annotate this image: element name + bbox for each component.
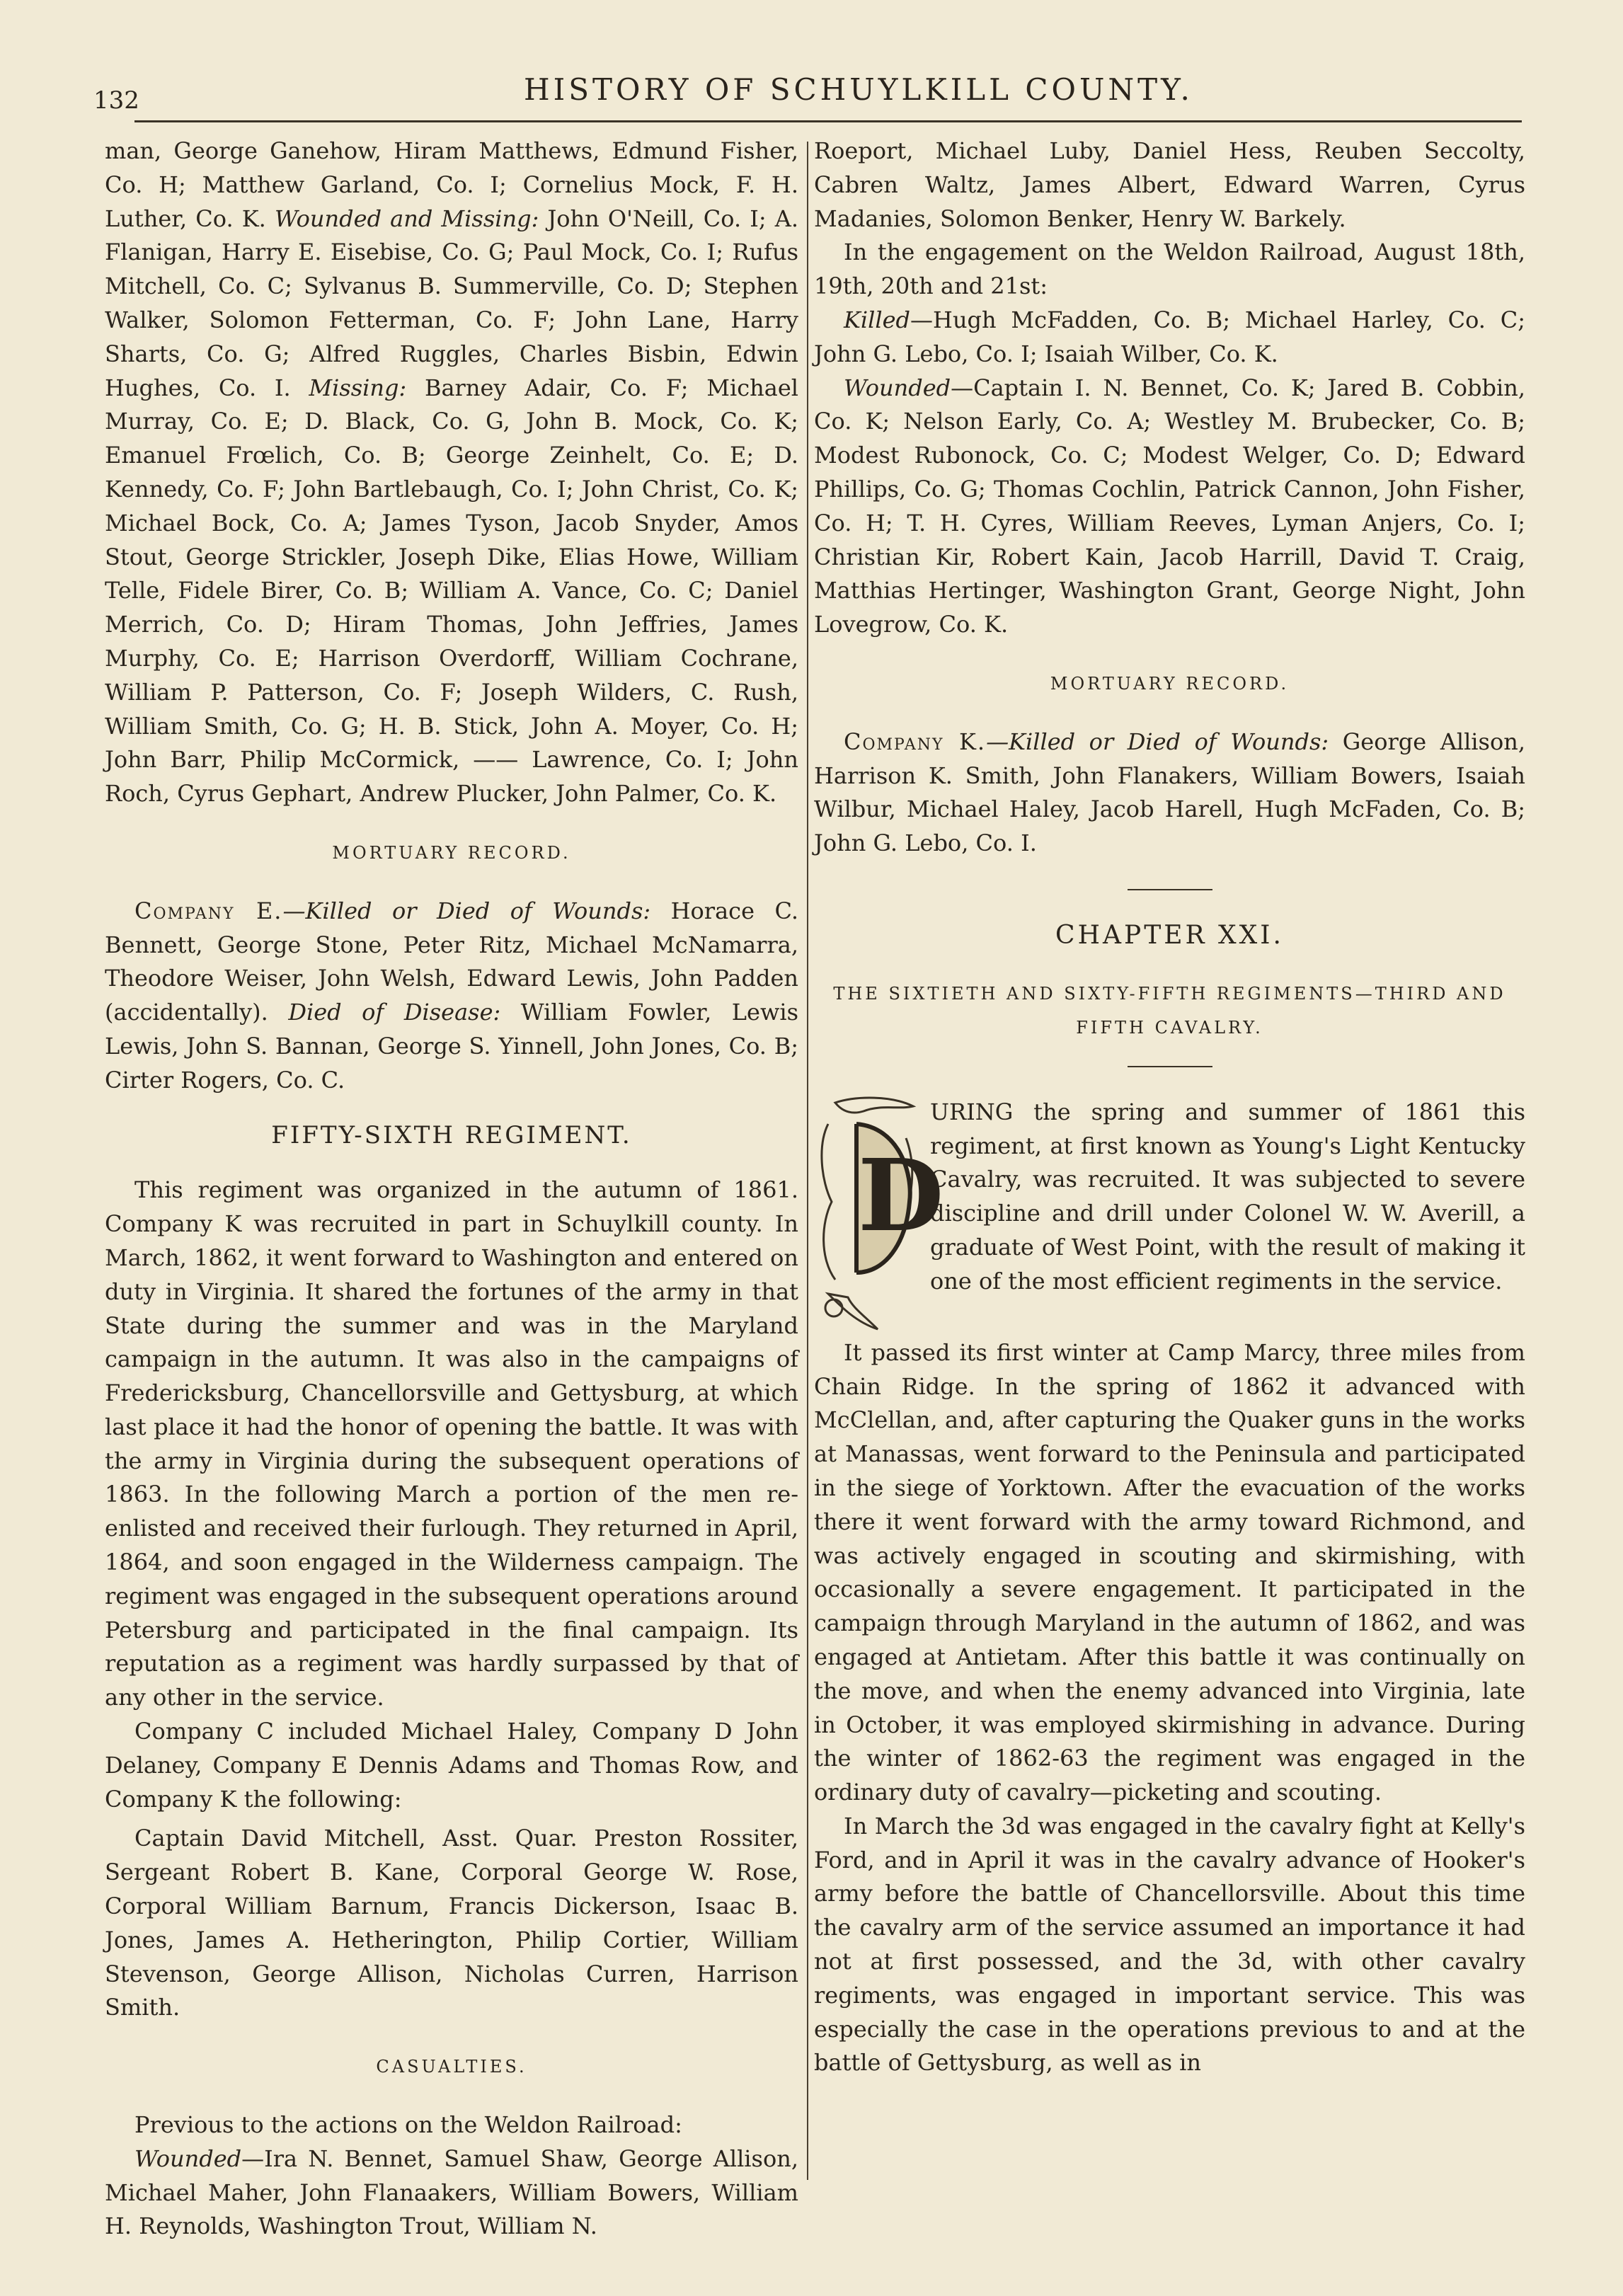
casualty-list-continued: man, George Ganehow, Hiram Matthews, Edmund Fisher, Co. H; Matthew Garland, Co. I; Cornelius Mock, F. H. Luther, Co. K. Wounded and Missing: John O'Neill, Co. I; A. Flanigan, Harry E. Eisebise, Co. G; Paul Mock, Co. I; Rufus Mitchell, Co. C; Sylvanus B. Summerville, Co. D; Stephen Walker, Solomon Fetterman, Co. F; John Lane, Harry Sharts, Co. G; Alfred Ruggles, Charles Bisbin, Edwin Hughes, Co. I. Missing: Barney Adair, Co. F; Michael Murray, Co. E; D. Black, Co. G, John B. Mock, Co. K; Emanuel Frœlich, Co. B; George Zeinhelt, Co. E; D. Kennedy, Co. F; John Bartlebaugh, Co. I; John Christ, Co. K; Michael Bock, Co. A; James Tyson, Jacob Snyder, Amos Stout, George Strickler, Joseph Dike, Elias Howe, William Telle, Fidele Birer, Co. B; William A. Vance, Co. C; Daniel Merrich, Co. D; Hiram Thomas, John Jeffries, James Murphy, Co. E; Harrison Overdorff, William Cochrane, William P. Patterson, Co. F; Joseph Wilders, C. Rush, William Smith, Co. G; H. B. Stick, John A. Moyer, Co. H; John Barr, Philip McCormick, —— Lawrence, Co. I; John Roch, Cyrus Gephart, Andrew Plucker, John Palmer, Co. K.	[105, 137, 799, 808]
drop-cap-ornament-icon	[814, 1096, 944, 1336]
wounded-list: Wounded—Ira N. Bennet, Samuel Shaw, George Allison, Michael Maher, John Flanaakers, William Bowers, William H. Reynolds, Washington Trout, William N.	[105, 2145, 798, 2240]
mortuary-record-heading: MORTUARY RECORD.	[332, 842, 571, 863]
chapter-opening	[814, 1096, 1525, 1299]
weldon-engagement-intro: In the engagement on the Weldon Railroad, August 18th, 19th, 20th and 21st:	[814, 239, 1525, 300]
wounded-missing-label: Wounded and Missing:	[274, 205, 539, 232]
chapter-subtitle: THE SIXTIETH AND SIXTY-FIFTH REGIMENTS—THIRD AND FIFTH CAVALRY.	[833, 983, 1506, 1038]
regiment-heading: FIFTY-SIXTH REGIMENT.	[271, 1120, 632, 1149]
casualties-heading: CASUALTIES.	[376, 2057, 527, 2077]
drop-cap-letter: D	[858, 1137, 944, 1254]
regiment-paragraph-2: Company C included Michael Haley, Company D John Delaney, Company E Dennis Adams and Thomas Row, and Company K the following:	[105, 1718, 798, 1813]
chapter-paragraph-2: It passed its first winter at Camp Marcy, three miles from Chain Ridge. In the spring of 1862 it advanced with McClellan, and, after capturing the Quaker guns in the works at Manassas, went forward to the Peninsula and participated in the siege of Yorktown. After the evacuation of the works there it went forward with the army toward Richmond, and was actively engaged in scouting and skirmishing, with occasionally a severe engagement. It participated in the campaign through Maryland in the autumn of 1862, and was engaged at Antietam. After this battle it was continually on the move, and when the enemy advanced into Virginia, late in October, it was employed skirmishing in advance. During the winter of 1862-63 the regiment was engaged in the ordinary duty of cavalry—picketing and scouting.	[814, 1338, 1525, 1806]
page-header	[85, 42, 1522, 120]
casualties-intro: Previous to the actions on the Weldon Railroad:	[134, 2111, 682, 2139]
ornamental-drop-cap	[814, 1096, 944, 1336]
running-head: HISTORY OF SCHUYLKILL COUNTY.	[524, 72, 1193, 107]
wounded-list-continued: Roeport, Michael Luby, Daniel Hess, Reuben Seccolty, Cabren Waltz, James Albert, Edward Warren, Cyrus Madanies, Solomon Benker, Henry W. Barkely.	[814, 137, 1525, 232]
company-k-roster: Captain David Mitchell, Asst. Quar. Preston Rossiter, Sergeant Robert B. Kane, Corporal George W. Rose, Corporal William Barnum, Francis Dickerson, Isaac B. Jones, James A. Hetherington, Philip Cortier, William Stevenson, George Allison, Nicholas Curren, Harrison Smith.	[105, 1825, 798, 2021]
left-column	[105, 134, 798, 2244]
mortuary-record-company-e: Company E.—Killed or Died of Wounds: Horace C. Bennett, George Stone, Peter Ritz, Michael McNamarra, Theodore Weiser, John Welsh, Edward Lewis, John Padden (accidentally). Died of Disease: William Fowler, Lewis Lewis, John S. Bannan, George S. Yinnell, John Jones, Co. B; Cirter Rogers, Co. C.	[105, 897, 799, 1094]
chapter-rule	[1128, 1066, 1212, 1067]
column-divider	[807, 142, 808, 2180]
chapter-paragraph-3: In March the 3d was engaged in the cavalry fight at Kelly's Ford, and in April it was in the cavalry advance of Hooker's army before the battle of Chancellorsville. About this time the cavalry arm of the service assumed an importance it had not at first possessed, and the 3d, with other cavalry regiments, was engaged in important service. This was especially the case in the operations previous to and at the battle of Gettysburg, as well as in	[814, 1812, 1525, 2077]
right-column	[814, 134, 1525, 2080]
section-rule	[1128, 889, 1212, 890]
header-rule	[134, 120, 1522, 122]
regiment-paragraph-1: This regiment was organized in the autumn of 1861. Company K was recruited in part in Schuylkill county. In March, 1862, it went forward to Washington and entered on duty in Virginia. It shared the fortunes of the army in that State during the summer and was in the Maryland campaign in the autumn. It was also in the campaigns of Fredericksburg, Chancellorsville and Gettysburg, at which last place it had the honor of opening the battle. It was with the army in Virginia during the subsequent operations of 1863. In the following March a portion of the men re-enlisted and received their furlough. They returned in April, 1864, and soon engaged in the Wilderness campaign. The regiment was engaged in the subsequent operations around Petersburg and participated in the final campaign. Its reputation as a regiment was hardly surpassed by that of any other in the service.	[105, 1176, 798, 1711]
mortuary-record-company-k: Company K.—Killed or Died of Wounds: George Allison, Harrison K. Smith, John Flanakers, William Bowers, Isaiah Wilbur, Michael Haley, Jacob Harell, Hugh McFaden, Co. B; John G. Lebo, Co. I.	[814, 728, 1526, 857]
chapter-paragraph-1: URING the spring and summer of 1861 this regiment, at first known as Young's Light Kentucky Cavalry, was recruited. It was subjected to severe discipline and drill under Colonel W. W. Averill, a graduate of West Point, with the result of making it one of the most efficient regiments in the service.	[930, 1098, 1525, 1295]
mortuary-record-heading-2: MORTUARY RECORD.	[1050, 673, 1290, 694]
missing-label: Missing:	[309, 374, 407, 401]
wounded-list-weldon: Wounded—Captain I. N. Bennet, Co. K; Jared B. Cobbin, Co. K; Nelson Early, Co. A; Westley M. Brubecker, Co. B; Modest Rubonock, Co. C; Modest Welger, Co. D; Edward Phillips, Co. G; Thomas Cochlin, Patrick Cannon, John Fisher, Co. H; T. H. Cyres, William Reeves, Lyman Anjers, Co. I; Christian Kir, Robert Kain, Jacob Harrill, David T. Craig, Matthias Hertinger, Washington Grant, George Night, John Lovegrow, Co. K.	[814, 374, 1525, 638]
killed-list: Killed—Hugh McFadden, Co. B; Michael Harley, Co. C; John G. Lebo, Co. I; Isaiah Wilber, Co. K.	[814, 306, 1525, 367]
page-number: 132	[93, 86, 139, 115]
chapter-title: CHAPTER XXI.	[1055, 920, 1284, 950]
